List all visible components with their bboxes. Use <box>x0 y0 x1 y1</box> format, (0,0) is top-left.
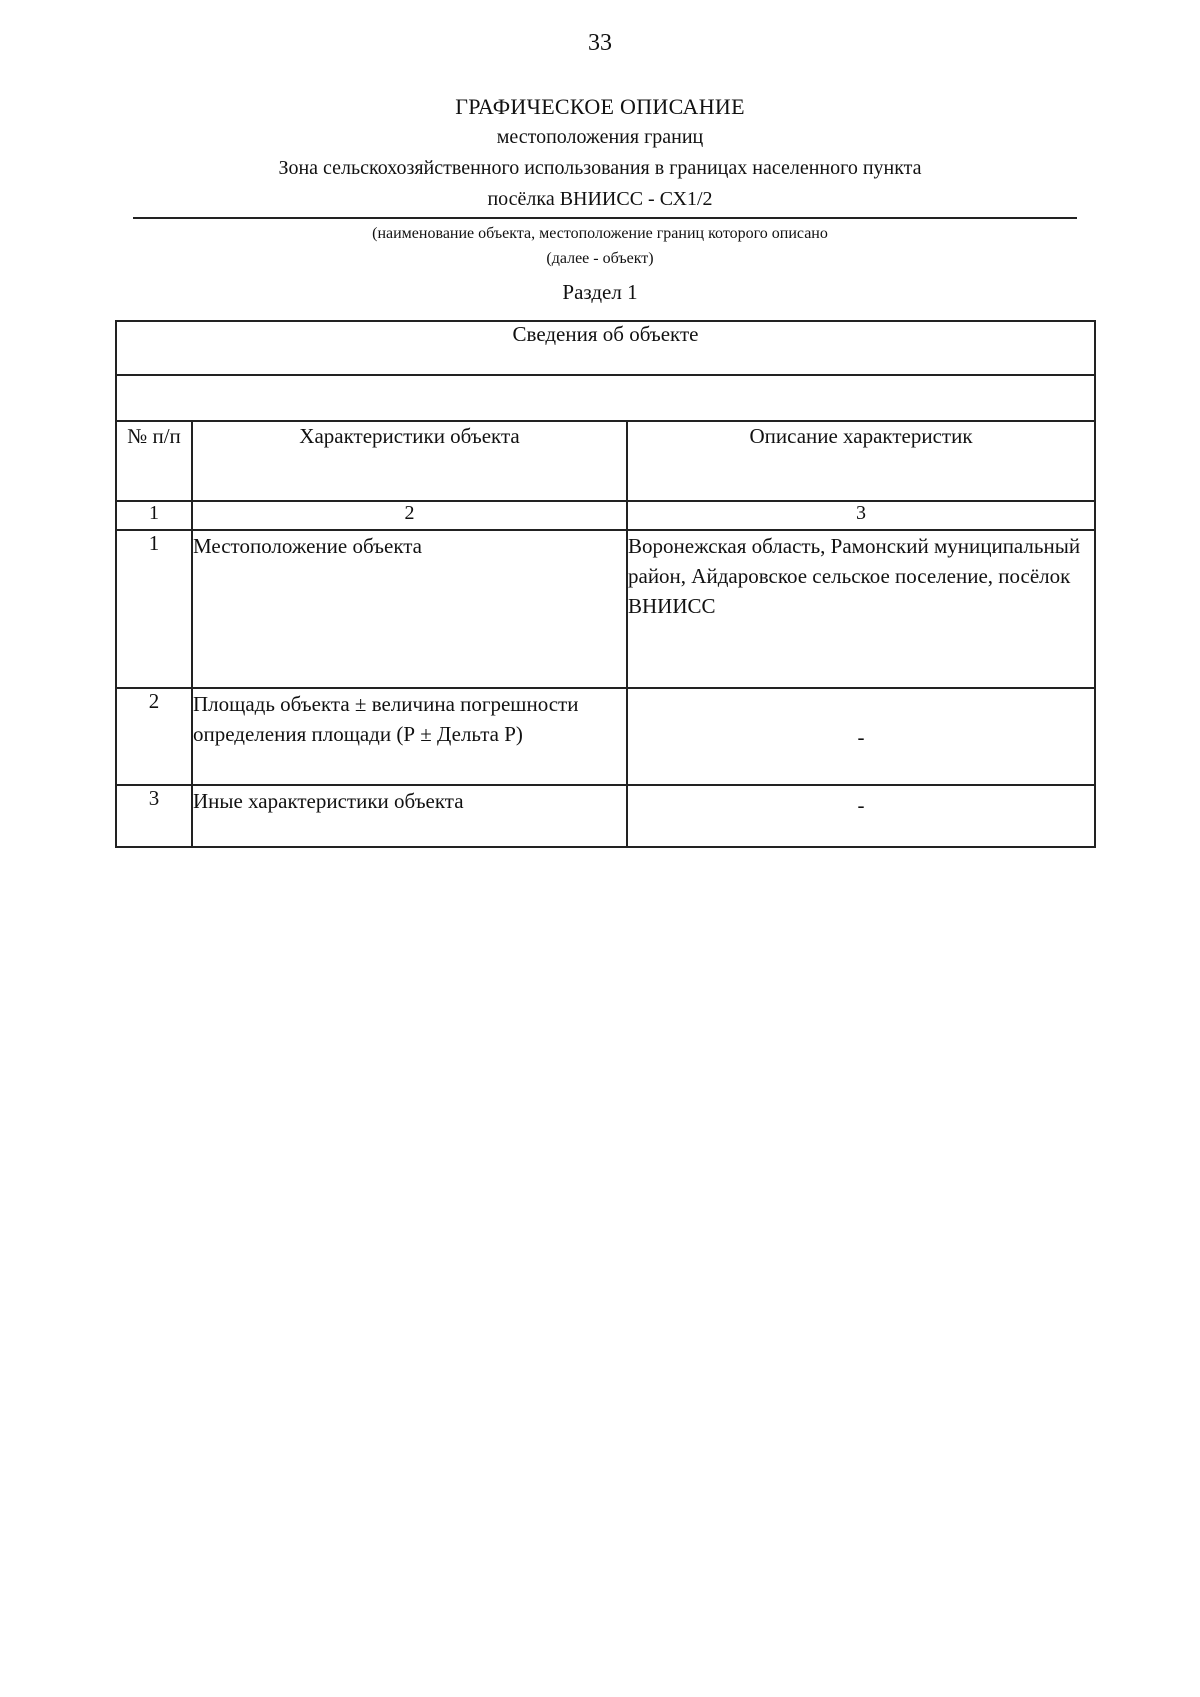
page-number: 33 <box>588 30 612 56</box>
object-info-table <box>115 320 1096 848</box>
object-name-note <box>0 221 1200 271</box>
header-characteristic: Характеристики объекта <box>192 421 627 501</box>
row-description: - <box>627 785 1095 847</box>
table-header-row <box>116 421 1095 501</box>
header-description: Описание характеристик <box>627 421 1095 501</box>
document-header <box>0 92 1200 215</box>
object-name-underline <box>133 217 1077 219</box>
row-number: 2 <box>116 688 192 785</box>
row-characteristic: Площадь объекта ± величина погрешности определения площади (Р ± Дельта Р) <box>192 688 627 785</box>
row-description: - <box>627 688 1095 785</box>
row-number: 3 <box>116 785 192 847</box>
table-caption-row <box>116 321 1095 375</box>
note-line-2: (далее - объект) <box>546 250 654 267</box>
document-subtitle: местоположения границ <box>496 126 704 148</box>
object-name-line-2: посёлка ВНИИСС - СХ1/2 <box>487 188 713 210</box>
table-row <box>116 530 1095 688</box>
table-row <box>116 785 1095 847</box>
table-row <box>116 688 1095 785</box>
document-title: ГРАФИЧЕСКОЕ ОПИСАНИЕ <box>455 94 745 119</box>
column-number-row <box>116 501 1095 530</box>
column-number: 2 <box>192 501 627 530</box>
empty-cell <box>116 375 1095 421</box>
section-title: Раздел 1 <box>562 280 638 304</box>
column-number: 1 <box>116 501 192 530</box>
table-caption: Сведения об объекте <box>116 321 1095 375</box>
table-empty-row <box>116 375 1095 421</box>
column-number: 3 <box>627 501 1095 530</box>
object-name-line-1: Зона сельскохозяйственного использования в границах населенного пункта <box>278 157 922 179</box>
header-num: № п/п <box>116 421 192 501</box>
note-line-1: (наименование объекта, местоположение границ которого описано <box>372 225 828 242</box>
row-characteristic: Местоположение объекта <box>192 530 627 688</box>
row-description: Воронежская область, Рамонский муниципальный район, Айдаровское сельское поселение, посёлок ВНИИСС <box>627 530 1095 688</box>
row-number: 1 <box>116 530 192 688</box>
row-characteristic: Иные характеристики объекта <box>192 785 627 847</box>
